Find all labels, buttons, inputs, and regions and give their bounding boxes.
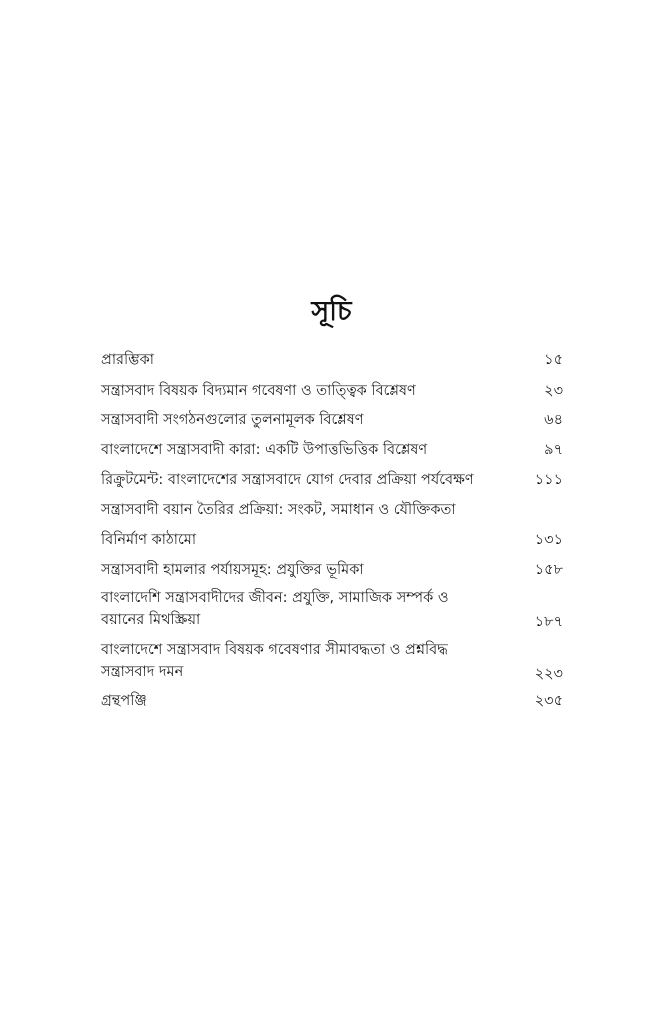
entry-title: সন্ত্রাসবাদী সংগঠনগুলোর তুলনামূলক বিশ্লেষণ <box>101 412 364 428</box>
entry-title-continued: বয়ানের মিথস্ক্রিয়া <box>101 612 201 628</box>
entry-title: সন্ত্রাসবাদী হামলার পর্যায়সমূহ: প্রযুক্তির ভূমিকা <box>101 562 364 578</box>
entry-page-number: ১৮৭ <box>534 614 563 630</box>
entry-page-number: ১৩১ <box>534 532 563 548</box>
page-title: সূচি <box>311 296 352 327</box>
entry-page-number: ২২৩ <box>534 666 563 682</box>
entry-page-number: ৬৪ <box>544 412 563 428</box>
entry-page-number: ১১১ <box>534 472 563 488</box>
entry-title: বাংলাদেশে সন্ত্রাসবাদী কারা: একটি উপাত্তভিত্তিক বিশ্লেষণ <box>101 442 428 458</box>
entry-page-number: ১৫ <box>544 352 563 368</box>
entry-title: বাংলাদেশে সন্ত্রাসবাদ বিষয়ক গবেষণার সীমাবদ্ধতা ও প্রশ্নবিদ্ধ <box>101 642 448 658</box>
entry-title-continued: সন্ত্রাসবাদ দমন <box>101 664 184 680</box>
entry-page-number: ২৩৫ <box>534 693 563 709</box>
entry-title: বাংলাদেশি সন্ত্রাসবাদীদের জীবন: প্রযুক্তি, সামাজিক সম্পর্ক ও <box>101 590 449 606</box>
entry-title: রিক্রুটমেন্ট: বাংলাদেশের সন্ত্রাসবাদে যোগ দেবার প্রক্রিয়া পর্যবেক্ষণ <box>101 472 474 488</box>
entry-page-number: ১৫৮ <box>534 562 563 578</box>
entry-title-continued: বিনির্মাণ কাঠামো <box>101 532 197 548</box>
entry-title: সন্ত্রাসবাদী বয়ান তৈরির প্রক্রিয়া: সংকট, সমাধান ও যৌক্তিকতা <box>101 502 456 518</box>
entry-title: প্রারম্ভিকা <box>101 352 154 368</box>
entry-title: গ্রন্থপঞ্জি <box>101 693 147 709</box>
entry-page-number: ২৩ <box>544 383 563 399</box>
entry-title: সন্ত্রাসবাদ বিষয়ক বিদ্যমান গবেষণা ও তাত্ত্বিক বিশ্লেষণ <box>101 383 416 399</box>
entry-page-number: ৯৭ <box>544 442 563 458</box>
